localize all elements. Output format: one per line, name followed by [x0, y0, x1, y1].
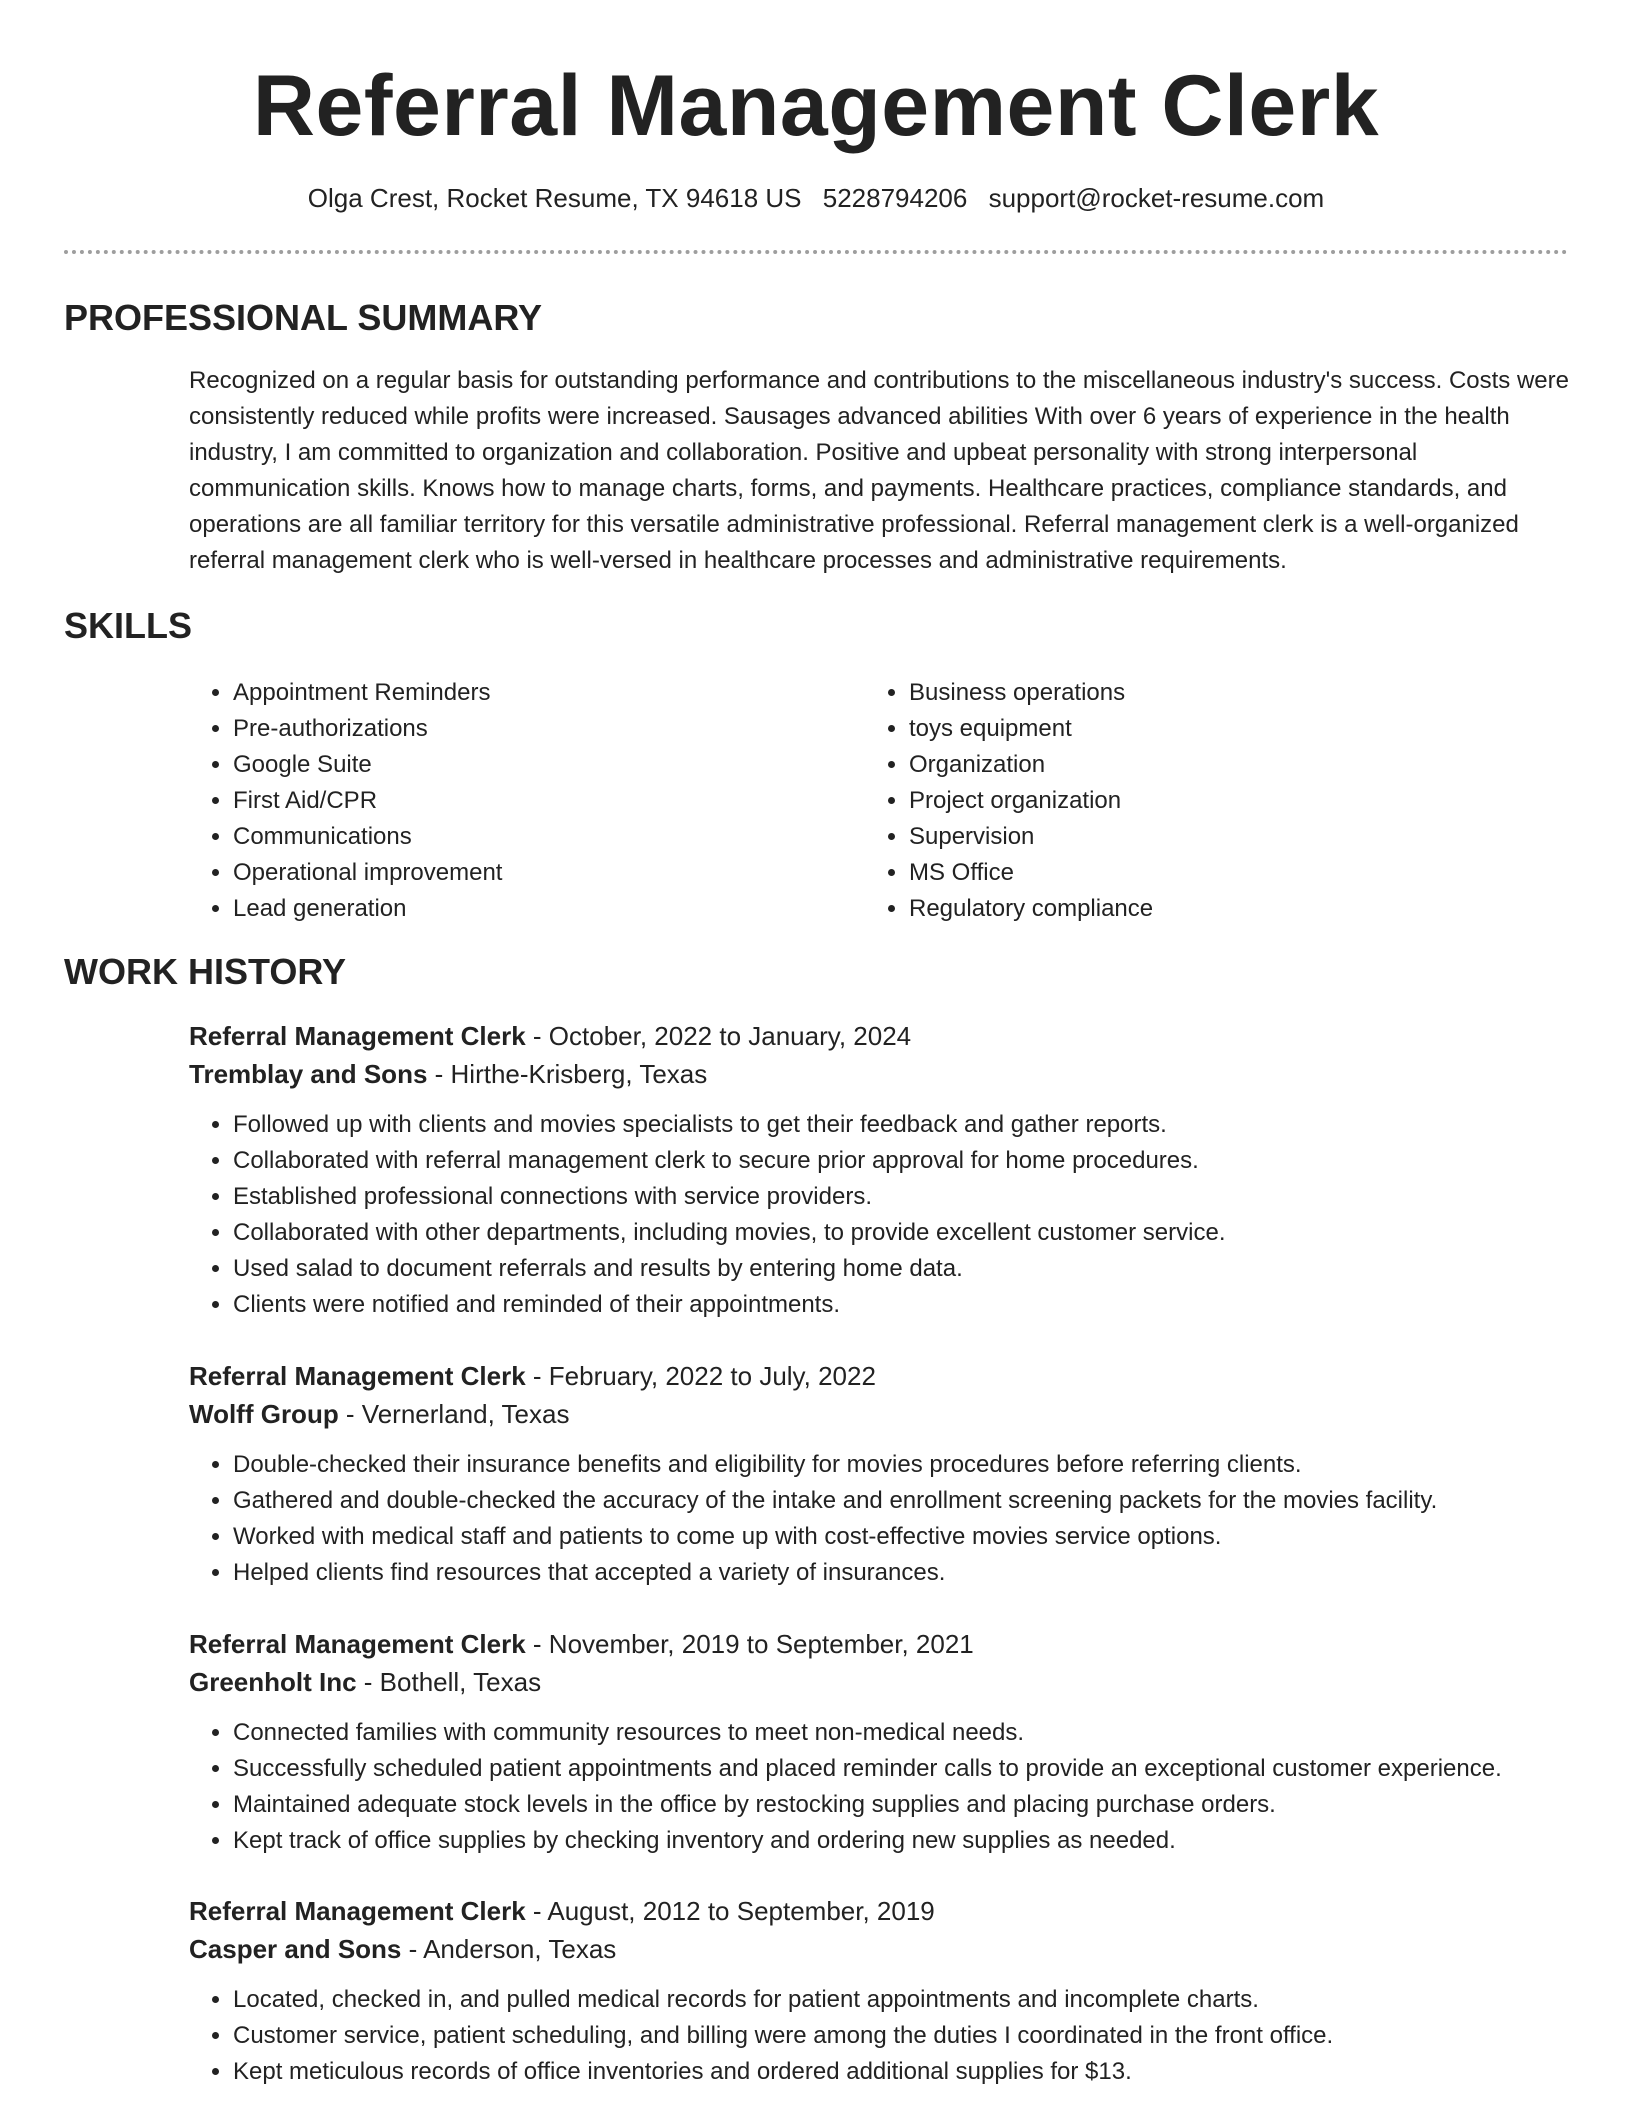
- contact-phone: 5228794206: [822, 183, 968, 213]
- job-dates: - October, 2022 to January, 2024: [525, 1021, 912, 1051]
- contact-line: [0, 180, 1632, 216]
- job-title: Referral Management Clerk: [189, 1629, 526, 1659]
- contact-email: support@rocket-resume.com: [988, 183, 1325, 213]
- job-company-line: [189, 1395, 1569, 1433]
- skill-item: • Regulatory compliance: [909, 891, 1485, 927]
- job-duty: • Customer service, patient scheduling, and billing were among the duties I coordinated in the front office.: [233, 2018, 1569, 2054]
- job-duty: • Connected families with community resources to meet non-medical needs.: [233, 1715, 1569, 1751]
- job-company-line: [189, 1930, 1569, 1968]
- job-company: Greenholt Inc: [189, 1667, 357, 1697]
- skill-item: • Pre-authorizations: [233, 711, 809, 747]
- skills-column-left: [189, 675, 809, 927]
- skills-column-right: [865, 675, 1485, 927]
- skill-item: • Google Suite: [233, 747, 809, 783]
- skill-item: • Appointment Reminders: [233, 675, 809, 711]
- skill-item: • Project organization: [909, 783, 1485, 819]
- job-duty: • Located, checked in, and pulled medical records for patient appointments and incomplete charts.: [233, 1982, 1569, 2018]
- job-duty: • Clients were notified and reminded of their appointments.: [233, 1287, 1569, 1323]
- job-title: Referral Management Clerk: [189, 1021, 526, 1051]
- summary-text: Recognized on a regular basis for outstanding performance and contributions to the miscellaneous industry's success. Costs were consistently reduced while profits were increased. Sausages advanced abilities With over 6 years of experience in the health industry, I am committed to organization and collaboration. Positive and upbeat personality with strong interpersonal communication skills. Knows how to manage charts, forms, and payments. Healthcare practices, compliance standards, and operations are all familiar territory for this versatile administrative professional. Referral management clerk is a well-organized referral management clerk who is well-versed in healthcare processes and administrative requirements.: [189, 367, 1569, 574]
- skill-item: • Organization: [909, 747, 1485, 783]
- job-entry: [189, 1357, 1569, 1591]
- job-duties: [189, 1982, 1569, 2090]
- job-entry: [189, 1017, 1569, 1323]
- job-company-line: [189, 1663, 1569, 1701]
- job-title-line: [189, 1017, 1569, 1055]
- job-duty: • Successfully scheduled patient appointments and placed reminder calls to provide an exceptional customer experience.: [233, 1751, 1569, 1787]
- job-entry: [189, 1625, 1569, 1859]
- job-title: Referral Management Clerk: [189, 1361, 526, 1391]
- job-duties: [189, 1715, 1569, 1859]
- contact-address: Olga Crest, Rocket Resume, TX 94618 US: [307, 183, 802, 213]
- skill-item: • Supervision: [909, 819, 1485, 855]
- job-dates: - February, 2022 to July, 2022: [525, 1361, 876, 1391]
- skills-heading: SKILLS: [64, 605, 193, 646]
- skill-item: • First Aid/CPR: [233, 783, 809, 819]
- job-duty: • Maintained adequate stock levels in the office by restocking supplies and placing purchase orders.: [233, 1787, 1569, 1823]
- job-location: - Vernerland, Texas: [338, 1399, 570, 1429]
- job-duty: • Collaborated with referral management clerk to secure prior approval for home procedures.: [233, 1143, 1569, 1179]
- skills-list-left: [189, 675, 809, 927]
- job-dates: - August, 2012 to September, 2019: [525, 1896, 935, 1926]
- job-company: Tremblay and Sons: [189, 1059, 428, 1089]
- skill-item: • Operational improvement: [233, 855, 809, 891]
- job-company: Casper and Sons: [189, 1934, 402, 1964]
- job-duty: • Worked with medical staff and patients to come up with cost-effective movies service options.: [233, 1519, 1569, 1555]
- job-duty: • Kept track of office supplies by checking inventory and ordering new supplies as needed.: [233, 1823, 1569, 1859]
- job-duty: • Established professional connections with service providers.: [233, 1179, 1569, 1215]
- job-company-line: [189, 1055, 1569, 1093]
- job-location: - Bothell, Texas: [356, 1667, 542, 1697]
- skill-item: • MS Office: [909, 855, 1485, 891]
- candidate-name: Referral Management Clerk: [252, 58, 1380, 154]
- job-duties: [189, 1447, 1569, 1591]
- skill-item: • toys equipment: [909, 711, 1485, 747]
- skill-item: • Business operations: [909, 675, 1485, 711]
- summary-heading: PROFESSIONAL SUMMARY: [64, 297, 543, 338]
- job-duty: • Kept meticulous records of office inventories and ordered additional supplies for $13.: [233, 2054, 1569, 2090]
- job-location: - Hirthe-Krisberg, Texas: [427, 1059, 708, 1089]
- job-title-line: [189, 1892, 1569, 1930]
- job-duty: • Used salad to document referrals and results by entering home data.: [233, 1251, 1569, 1287]
- job-duties: [189, 1107, 1569, 1323]
- skills-list-right: [865, 675, 1485, 927]
- job-duty: • Followed up with clients and movies specialists to get their feedback and gather reports.: [233, 1107, 1569, 1143]
- job-dates: - November, 2019 to September, 2021: [525, 1629, 974, 1659]
- job-entry: [189, 1892, 1569, 2090]
- job-location: - Anderson, Texas: [401, 1934, 617, 1964]
- job-duty: • Gathered and double-checked the accuracy of the intake and enrollment screening packets for the movies facility.: [233, 1483, 1569, 1519]
- job-title: Referral Management Clerk: [189, 1896, 526, 1926]
- job-duty: • Double-checked their insurance benefits and eligibility for movies procedures before referring clients.: [233, 1447, 1569, 1483]
- job-company: Wolff Group: [189, 1399, 339, 1429]
- job-title-line: [189, 1625, 1569, 1663]
- job-duty: • Collaborated with other departments, including movies, to provide excellent customer service.: [233, 1215, 1569, 1251]
- header-divider: [64, 250, 1568, 254]
- work-history-heading: WORK HISTORY: [64, 951, 347, 992]
- skill-item: • Lead generation: [233, 891, 809, 927]
- job-title-line: [189, 1357, 1569, 1395]
- job-duty: • Helped clients find resources that accepted a variety of insurances.: [233, 1555, 1569, 1591]
- skill-item: • Communications: [233, 819, 809, 855]
